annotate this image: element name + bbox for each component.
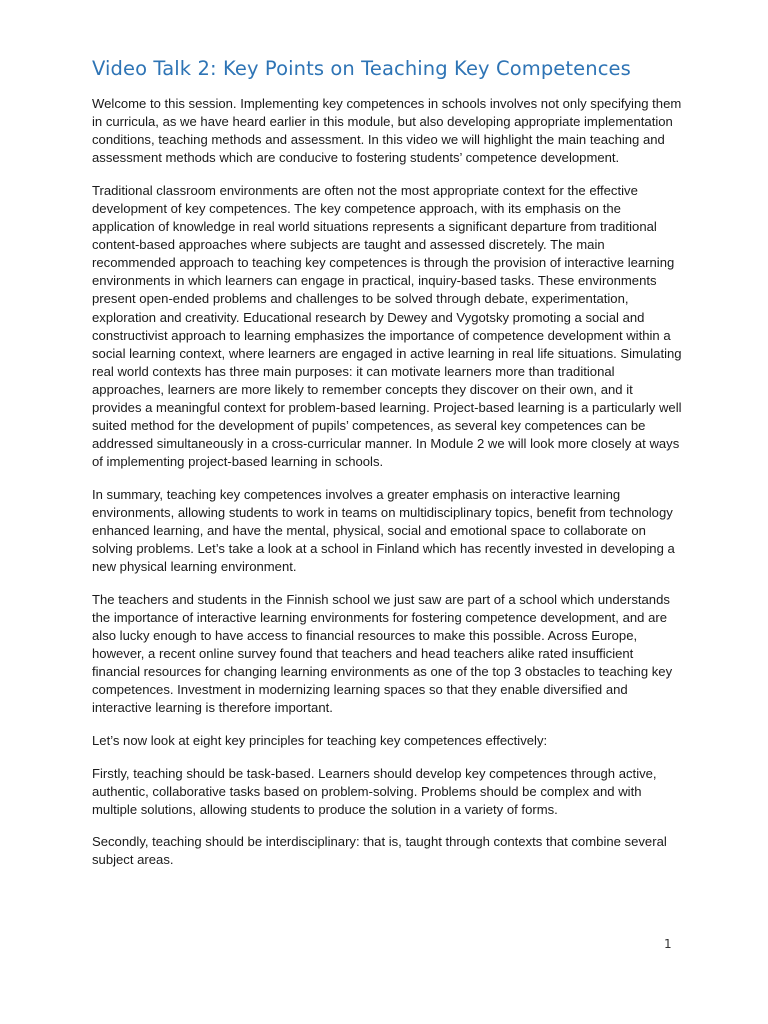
page-number: 1 <box>664 937 672 951</box>
paragraph-finnish-school: The teachers and students in the Finnish school we just saw are part of a school which understands the importance of interactive learning environments for fostering competence development, and are also lucky enough to have access to financial resources to make this possible. Across Europe, however, a recent online survey found that teachers and head teachers alike rated insufficient financial resources for changing learning environments as one of the top 3 obstacles to teaching key competences. Investment in modernizing learning spaces so that they enable diversified and interactive learning is therefore important. <box>92 591 673 716</box>
paragraph-eight-principles: Let’s now look at eight key principles for teaching key competences effectively: <box>92 733 548 748</box>
paragraph-firstly: Firstly, teaching should be task-based. Learners should develop key competences through active, authentic, collaborative tasks based on problem-solving. Problems should be complex and with multiple solutions, allowing students to produce the solution in a variety of forms. <box>92 765 657 817</box>
paragraph-intro: Welcome to this session. Implementing key competences in schools involves not only specifying them in curricula, as we have heard earlier in this module, but also developing appropriate implementation conditions, teaching methods and assessment. In this video we will highlight the main teaching and assessment methods which are conducive to fostering students’ competence development. <box>92 96 682 166</box>
document-title: Video Talk 2: Key Points on Teaching Key Competences <box>92 57 631 80</box>
paragraph-traditional-classrooms: Traditional classroom environments are often not the most appropriate context for the effective development of key competences. The key competence approach, with its emphasis on the application of knowledge in real world situations represents a significant departure from traditional content-based approaches where subjects are taught and assessed discretely. The main recommended approach to teaching key competences is through the provision of interactive learning environments in which learners can engage in practical, inquiry-based tasks. These environments present open-ended problems and challenges to be solved through debate, experimentation, exploration and creativity. Educational research by Dewey and Vygotsky promoting a social and constructivist approach to learning emphasizes the importance of competence development within a social learning context, where learners are engaged in active learning in real life situations. Simulating real world contexts has three main purposes: it can motivate learners more than traditional approaches, learners are more likely to remember concepts they discover on their own, and it provides a meaningful context for problem-based learning. Project-based learning is a particularly well suited method for the development of pupils’ competences, as several key competences can be addressed simultaneously in a cross-curricular manner. In Module 2 we will look more closely at ways of implementing project-based learning in schools. <box>92 182 682 470</box>
document-body <box>92 55 682 884</box>
paragraph-secondly: Secondly, teaching should be interdisciplinary: that is, taught through contexts that combine several subject areas. <box>92 834 667 868</box>
paragraph-summary: In summary, teaching key competences involves a greater emphasis on interactive learning environments, allowing students to work in teams on multidisciplinary topics, benefit from technology enhanced learning, and have the mental, physical, social and emotional space to collaborate on solving problems. Let’s take a look at a school in Finland which has recently invested in developing a new physical learning environment. <box>92 486 675 575</box>
